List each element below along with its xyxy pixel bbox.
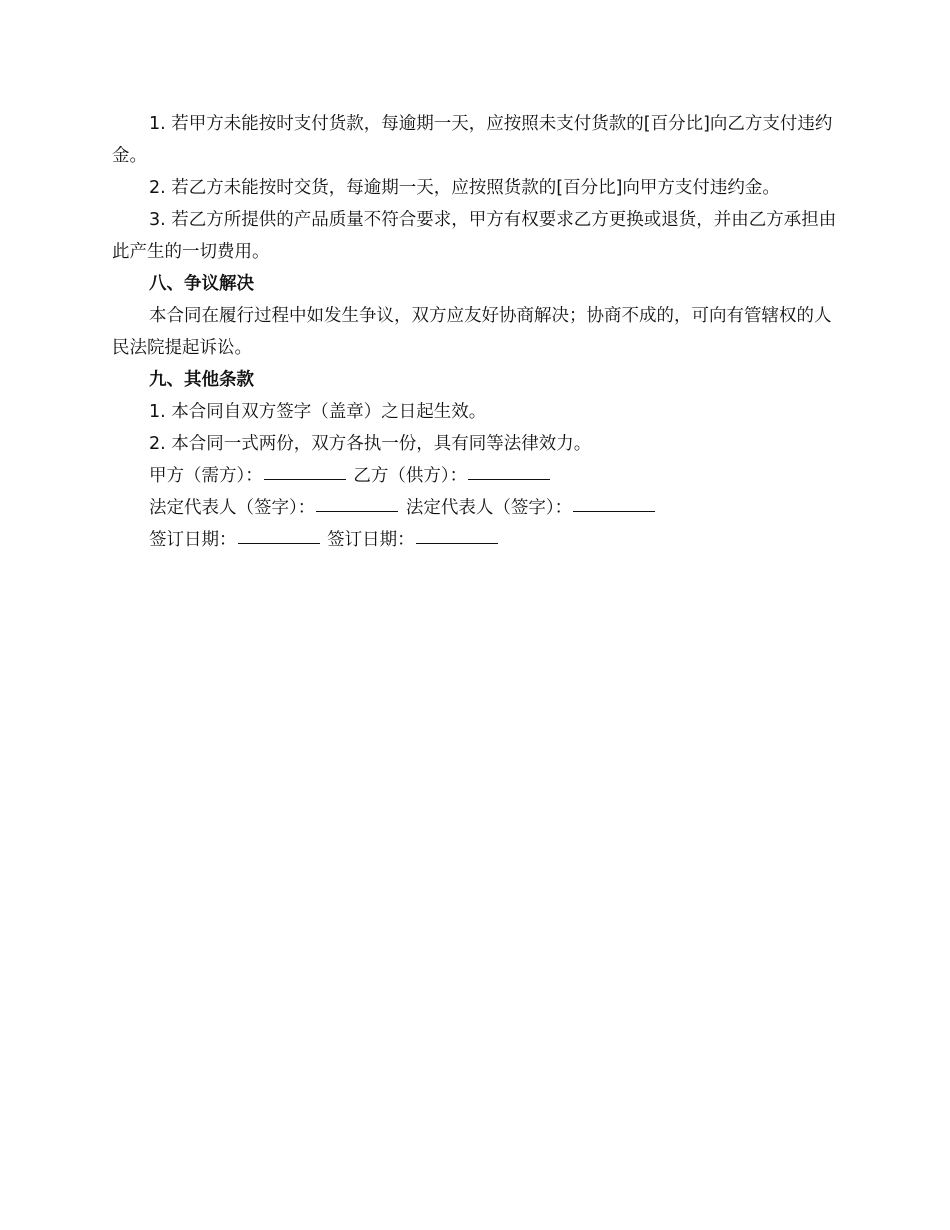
signature-rep-line <box>112 492 842 524</box>
party-b-blank <box>468 461 550 480</box>
date-b-blank <box>416 525 498 544</box>
party-a-blank <box>264 461 346 480</box>
section-8-heading: 八、争议解决 <box>149 274 254 294</box>
section-8-body: 本合同在履行过程中如发生争议，双方应友好协商解决；协商不成的，可向有管辖权的人民法院提起诉讼。 <box>112 306 832 358</box>
section-9-heading: 九、其他条款 <box>149 370 254 390</box>
section-9-item-2: 2. 本合同一式两份，双方各执一份，具有同等法律效力。 <box>149 434 592 454</box>
rep-b-label: 法定代表人（签字）： <box>405 498 573 518</box>
breach-clause-2: 2. 若乙方未能按时交货，每逾期一天，应按照货款的[百分比]向甲方支付违约金。 <box>149 178 780 198</box>
signature-date-line <box>112 524 842 556</box>
party-b-label: 乙方（供方）： <box>353 466 468 486</box>
section-9-item-1: 1. 本合同自双方签字（盖章）之日起生效。 <box>149 402 487 422</box>
breach-clause-3: 3. 若乙方所提供的产品质量不符合要求，甲方有权要求乙方更换或退货，并由乙方承担由此产生的一切费用。 <box>112 210 837 262</box>
breach-clause-1: 1. 若甲方未能按时支付货款，每逾期一天，应按照未支付货款的[百分比]向乙方支付违约金。 <box>112 114 833 166</box>
document-page <box>112 108 842 556</box>
rep-a-label: 法定代表人（签字）： <box>149 498 316 518</box>
party-a-label: 甲方（需方）： <box>149 466 263 486</box>
rep-b-blank <box>573 493 655 512</box>
date-b-label: 签订日期： <box>327 530 415 550</box>
date-a-label: 签订日期： <box>149 530 237 550</box>
rep-a-blank <box>316 493 398 512</box>
signature-party-line <box>112 460 842 492</box>
date-a-blank <box>238 525 320 544</box>
